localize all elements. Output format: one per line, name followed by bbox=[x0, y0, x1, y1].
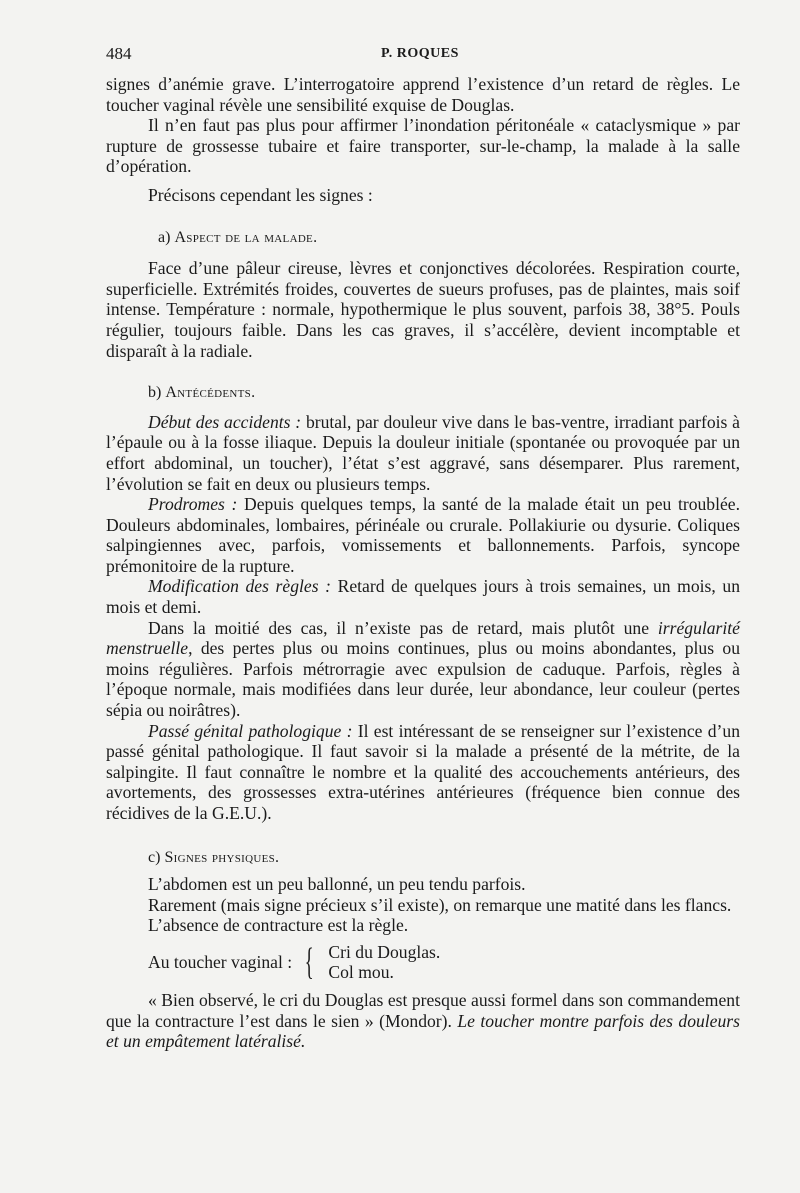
paragraph-text: brutal, par douleur vive dans le bas-ventre, irradiant parfois à l’épaule ou à la fosse iliaque. Depuis la douleur initiale (spontanée ou provoquée par un effort abdominal, un toucher), l’état s’est aggravé, sans désemparer. Plus rarement, l’évolution se fait en deux ou plusieurs temps. bbox=[106, 411, 740, 494]
section-heading-antecedents bbox=[106, 383, 740, 404]
section-heading-aspect bbox=[106, 228, 740, 249]
running-header bbox=[106, 44, 740, 70]
paragraph: L’abdomen est un peu ballonné, un peu tendu parfois. bbox=[148, 874, 526, 895]
paragraph: Rarement (mais signe précieux s’il existe), on remarque une matité dans les flancs. bbox=[148, 894, 732, 915]
paragraph-passe bbox=[106, 721, 740, 824]
toucher-label: Au toucher vaginal : bbox=[148, 951, 293, 972]
paragraph-text: « Bien observé, le cri du Douglas est presque aussi formel dans son commandement que la contracture l’est dans le sien » (Mondor). bbox=[106, 989, 740, 1031]
body-text bbox=[106, 74, 740, 1052]
running-head-author: P. ROQUES bbox=[381, 46, 459, 61]
section-marker: b) bbox=[148, 384, 162, 402]
section-title: Aspect de la malade. bbox=[174, 228, 318, 246]
paragraph: Face d’une pâleur cireuse, lèvres et conjonctives décolorées. Respiration courte, superficielle. Extrémités froides, couvertes de sueurs profuses, pas de plaintes, mais soif intense. Température : normale, hypothermique le plus souvent, parfois 38, 38°5. Pouls régulier, toujours faible. Dans les cas graves, il s’accélère, devient incomptable et disparaît à la radiale. bbox=[106, 258, 740, 361]
paragraph: L’absence de contracture est la règle. bbox=[148, 915, 409, 936]
toucher-items bbox=[328, 942, 440, 982]
emphasis: Le toucher montre parfois des douleurs et un empâtement latéralisé. bbox=[106, 1010, 740, 1052]
paragraph-quote bbox=[106, 990, 740, 1052]
list-item: Cri du Douglas. bbox=[328, 941, 441, 962]
paragraph-moitie bbox=[106, 618, 740, 721]
paragraph-text: , des pertes plus ou moins continues, plus ou moins abondantes, plus ou moins régulières. Parfois métrorragie avec expulsion de caduque. Parfois, règles à l’époque normale, mais modifiées dans leur durée, leur abondance, leur couleur (pertes sépia ou noirâtres). bbox=[106, 638, 740, 721]
section-heading-signes bbox=[106, 848, 740, 869]
section-marker: a) bbox=[158, 228, 171, 246]
paragraph-prodromes bbox=[106, 494, 740, 576]
list-item: Col mou. bbox=[328, 961, 394, 982]
run-in-label: Début des accidents : bbox=[148, 411, 302, 432]
paragraph-text: Retard de quelques jours à trois semaines, un mois, un mois et demi. bbox=[106, 576, 740, 618]
section-title: Antécédents. bbox=[165, 384, 256, 402]
paragraph: Il n’en faut pas plus pour affirmer l’inondation péritonéale « cataclysmique » par rupture de grossesse tubaire et faire transporter, sur-le-champ, la malade à la salle d’opération. bbox=[106, 115, 740, 177]
paragraph-text: Il est intéressant de se renseigner sur l’existence d’un passé génital pathologique. Il faut savoir si la malade a présenté de la métrite, de la salpingite. Il faut connaître le nombre et la qualité des accouchements antérieurs, des avortements, des grossesses extra-utérines antérieures (fréquence bien connue des récidives de la G.E.U.). bbox=[106, 720, 740, 823]
run-in-label: Prodromes : bbox=[148, 494, 238, 515]
run-in-label: Passé génital pathologique : bbox=[148, 720, 353, 741]
brace-glyph: { bbox=[304, 940, 314, 983]
paragraph-text: Depuis quelques temps, la santé de la malade était un peu troublée. Douleurs abdominales, lombaires, périnéale ou crurale. Pollakiurie ou dysurie. Coliques salpingiennes avec, parfois, vomissements et ballonnements. Parfois, syncope prémonitoire de la rupture. bbox=[106, 494, 740, 576]
paragraph-modification bbox=[106, 576, 740, 617]
page-number: 484 bbox=[106, 44, 132, 63]
paragraph: signes d’anémie grave. L’interrogatoire apprend l’existence d’un retard de règles. Le toucher vaginal révèle une sensibilité exquise de Douglas. bbox=[106, 74, 740, 115]
paragraph: Précisons cependant les signes : bbox=[148, 184, 373, 205]
emphasis: irrégularité menstruelle bbox=[106, 617, 740, 659]
paragraph-debut bbox=[106, 412, 740, 494]
section-marker: c) bbox=[148, 848, 161, 866]
run-in-label: Modification des règles : bbox=[148, 576, 331, 597]
section-title: Signes physiques. bbox=[164, 848, 280, 866]
toucher-vaginal-block bbox=[106, 940, 740, 984]
paragraph-text: Dans la moitié des cas, il n’existe pas de retard, mais plutôt une bbox=[148, 617, 658, 638]
